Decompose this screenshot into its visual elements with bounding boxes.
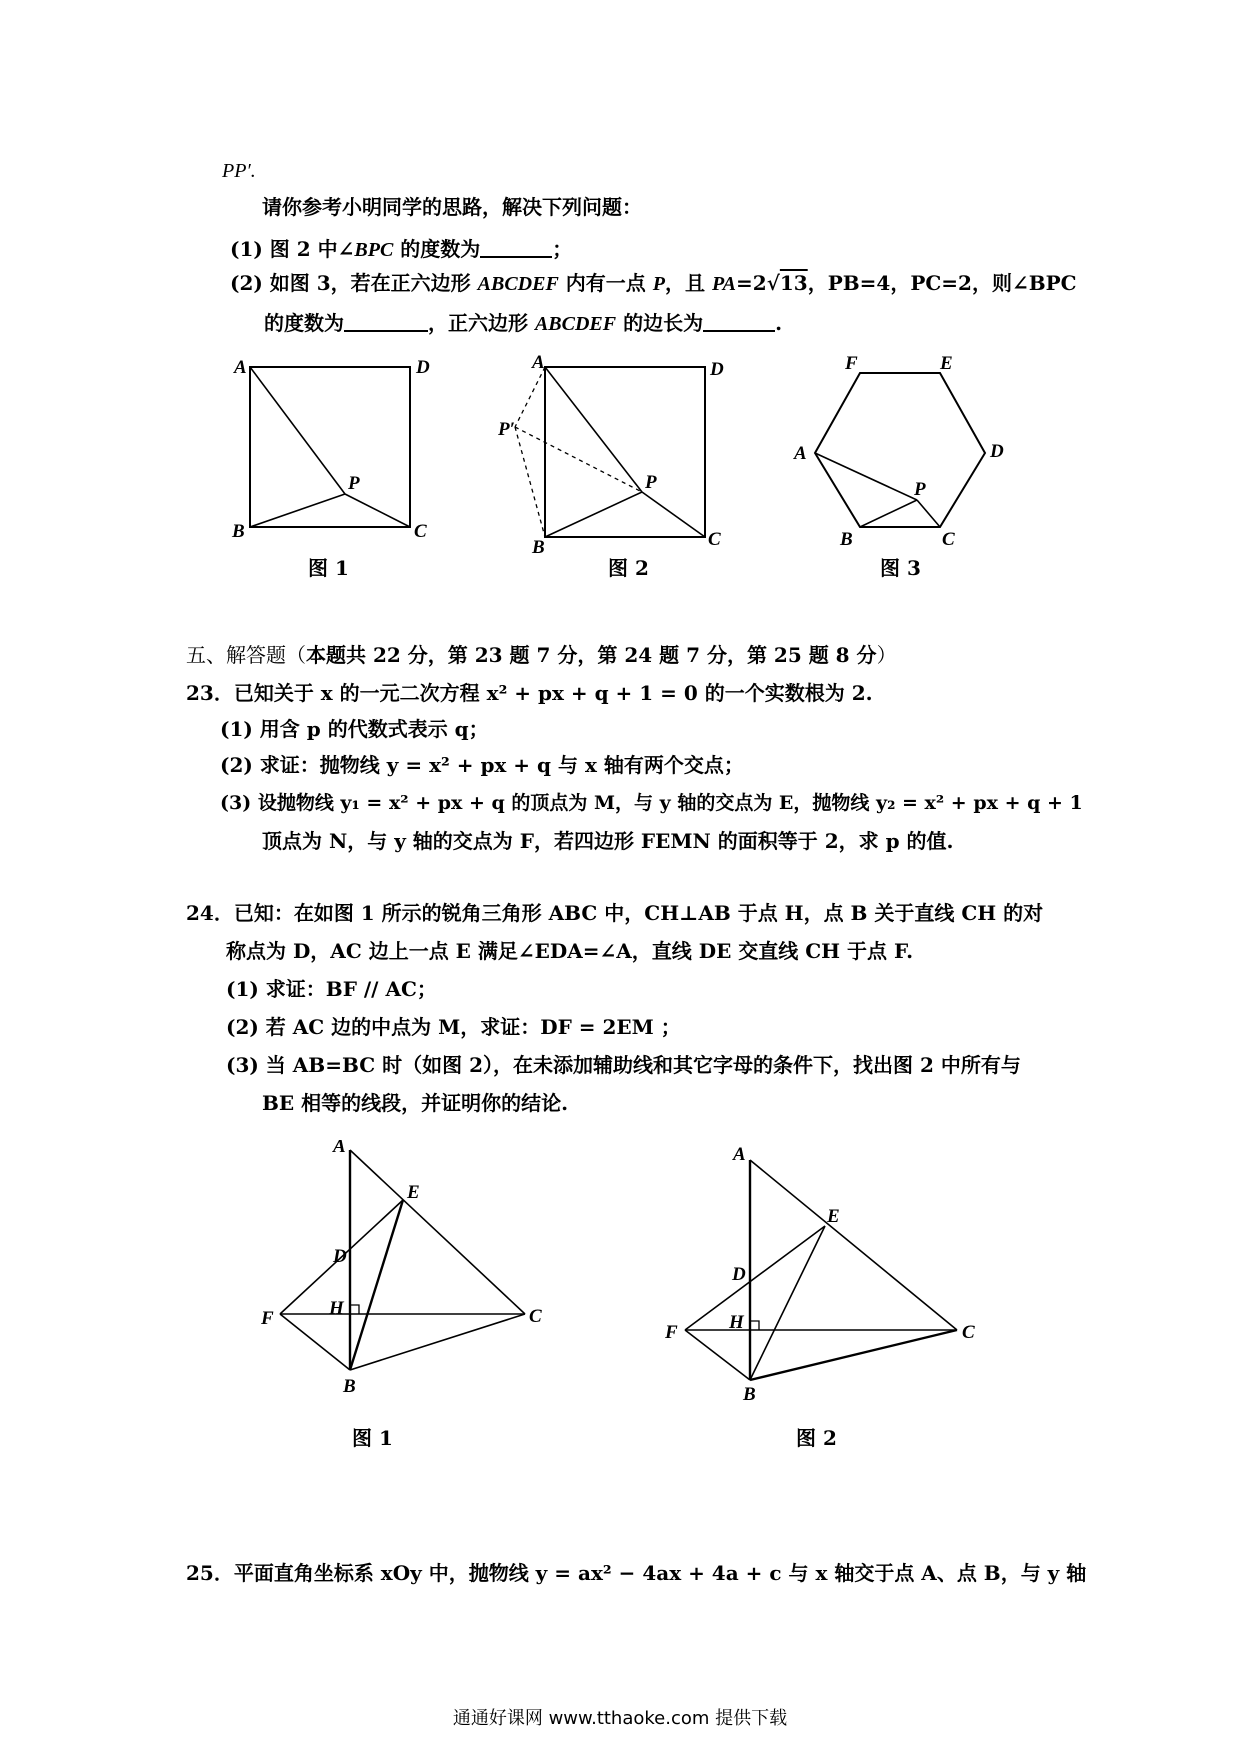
q2-line2-hex: ABCDEF: [534, 313, 617, 335]
label-f: F: [261, 1308, 274, 1329]
label-c: C: [962, 1322, 975, 1343]
label-d: D: [333, 1246, 347, 1267]
caption-fig-top-2: 图 2: [608, 556, 649, 580]
q24-stem-line1: 24．已知：在如图 1 所示的锐角三角形 ABC 中，CH⊥AB 于点 H，点 B 关于直线 CH 的对: [186, 901, 1044, 925]
q2-sqrt: 13: [779, 271, 808, 295]
label-c: C: [942, 529, 955, 550]
q24-sub1: (1) 求证：BF // AC；: [226, 977, 437, 1001]
figure-bottom-2: [665, 1140, 985, 1400]
q25-stem: 25．平面直角坐标系 xOy 中，抛物线 y = ax² − 4ax + 4a + c 与 x 轴交于点 A、点 B，与 y 轴: [186, 1561, 1087, 1585]
section-5-title-c: ）: [876, 643, 897, 667]
caption-fig-bottom-2: 图 2: [796, 1426, 837, 1450]
label-a: A: [733, 1144, 746, 1165]
label-d: D: [990, 441, 1004, 462]
question-1: [230, 236, 572, 263]
label-h: H: [329, 1298, 344, 1319]
label-b: B: [343, 1376, 356, 1397]
label-h: H: [729, 1312, 744, 1333]
q24-sub3-line2: BE 相等的线段，并证明你的结论.: [262, 1091, 569, 1115]
label-p: P: [645, 472, 657, 493]
q2-hex: ABCDEF: [477, 273, 559, 295]
answer-blank[interactable]: [703, 312, 775, 332]
q24-sub2: (2) 若 AC 边的中点为 M，求证：DF = 2EM ；: [226, 1015, 681, 1039]
q24-stem-line2: 称点为 D，AC 边上一点 E 满足∠EDA=∠A，直线 DE 交直线 CH 于点 F.: [226, 939, 914, 963]
label-f: F: [845, 355, 858, 374]
label-d: D: [710, 359, 724, 380]
q2-line2-prefix: 的度数为: [264, 311, 344, 335]
section-5-title-a: 五、解答题（: [186, 643, 306, 667]
q2-p: P: [652, 273, 665, 295]
figure-top-1: [220, 355, 440, 545]
question-2-line-2: [264, 310, 782, 337]
footer-text: 通通好课网 www.tthaoke.com 提供下载: [452, 1708, 788, 1729]
q1-var: BPC: [354, 239, 394, 261]
q23-sub3-line1: (3) 设抛物线 y₁ = x² + px + q 的顶点为 M，与 y 轴的交点为 E，抛物线 y₂ = x² + px + q + 1: [220, 792, 1083, 814]
q1-end: ；: [552, 237, 573, 261]
section-5-title: [186, 642, 897, 668]
label-c: C: [708, 529, 721, 550]
hint-text: 请你参考小明同学的思路，解决下列问题：: [262, 195, 642, 219]
caption-fig-top-1: 图 1: [308, 556, 349, 580]
q2-line2-mid: ，正六边形: [428, 311, 535, 335]
q2-pa: PA: [711, 273, 737, 295]
q2-prefix: (2) 如图 3，若在正六边形: [230, 271, 478, 295]
answer-blank[interactable]: [344, 312, 428, 332]
label-p: P: [914, 479, 926, 500]
label-c: C: [529, 1306, 542, 1327]
q24-sub3-line1: (3) 当 AB=BC 时（如图 2），在未添加辅助线和其它字母的条件下，找出图 2 中所有与: [226, 1053, 1021, 1077]
q23-stem: 23．已知关于 x 的一元二次方程 x² + px + q + 1 = 0 的一个实数根为 2.: [186, 681, 873, 705]
section-5-title-b: 本题共 22 分，第 23 题 7 分，第 24 题 7 分，第 25 题 8 分: [306, 643, 877, 667]
label-c: C: [414, 521, 427, 542]
label-b: B: [840, 529, 853, 550]
label-a: A: [234, 357, 247, 378]
q23-sub2: (2) 求证：抛物线 y = x² + px + q 与 x 轴有两个交点；: [220, 753, 744, 777]
label-e: E: [827, 1206, 840, 1227]
label-d: D: [732, 1264, 746, 1285]
label-e: E: [940, 355, 953, 374]
q1-suffix: 的度数为: [393, 237, 481, 261]
caption-fig-bottom-1: 图 1: [352, 1426, 393, 1450]
q2-line2-end: .: [775, 311, 783, 335]
label-e: E: [407, 1182, 420, 1203]
q2-cond: ，且: [664, 271, 712, 295]
pp-prime-text: PP′.: [222, 160, 256, 182]
answer-blank[interactable]: [480, 238, 552, 258]
label-b: B: [743, 1384, 756, 1400]
label-a: A: [333, 1140, 346, 1157]
label-b: B: [232, 521, 245, 542]
q1-prefix: (1) 图 2 中∠: [230, 237, 355, 261]
question-2-line-1: (2) 如图 3，若在正六边形 ABCDEF 内有一点 P，且 PA=2√13，PB=4，PC=2，则∠BPC: [230, 271, 1077, 295]
caption-fig-top-3: 图 3: [880, 556, 921, 580]
q23-sub1: (1) 用含 p 的代数式表示 q；: [220, 717, 489, 741]
label-b: B: [532, 537, 545, 555]
label-a: A: [532, 355, 545, 373]
q2-rest: ，PB=4，PC=2，则∠BPC: [807, 271, 1077, 295]
label-d: D: [416, 357, 430, 378]
q2-mid: 内有一点: [558, 271, 653, 295]
q23-sub3-line2: 顶点为 N，与 y 轴的交点为 F，若四边形 FEMN 的面积等于 2，求 p 的值.: [262, 829, 954, 853]
label-f: F: [665, 1322, 678, 1343]
figure-top-3: [790, 355, 1010, 550]
q2-pa-val: =2: [736, 271, 767, 295]
label-p-prime: P′: [498, 419, 515, 440]
label-p: P: [348, 473, 360, 494]
figure-top-2: [490, 355, 730, 555]
figure-bottom-1: [255, 1140, 555, 1400]
q2-line2-suffix: 的边长为: [616, 311, 704, 335]
label-a: A: [794, 443, 807, 464]
